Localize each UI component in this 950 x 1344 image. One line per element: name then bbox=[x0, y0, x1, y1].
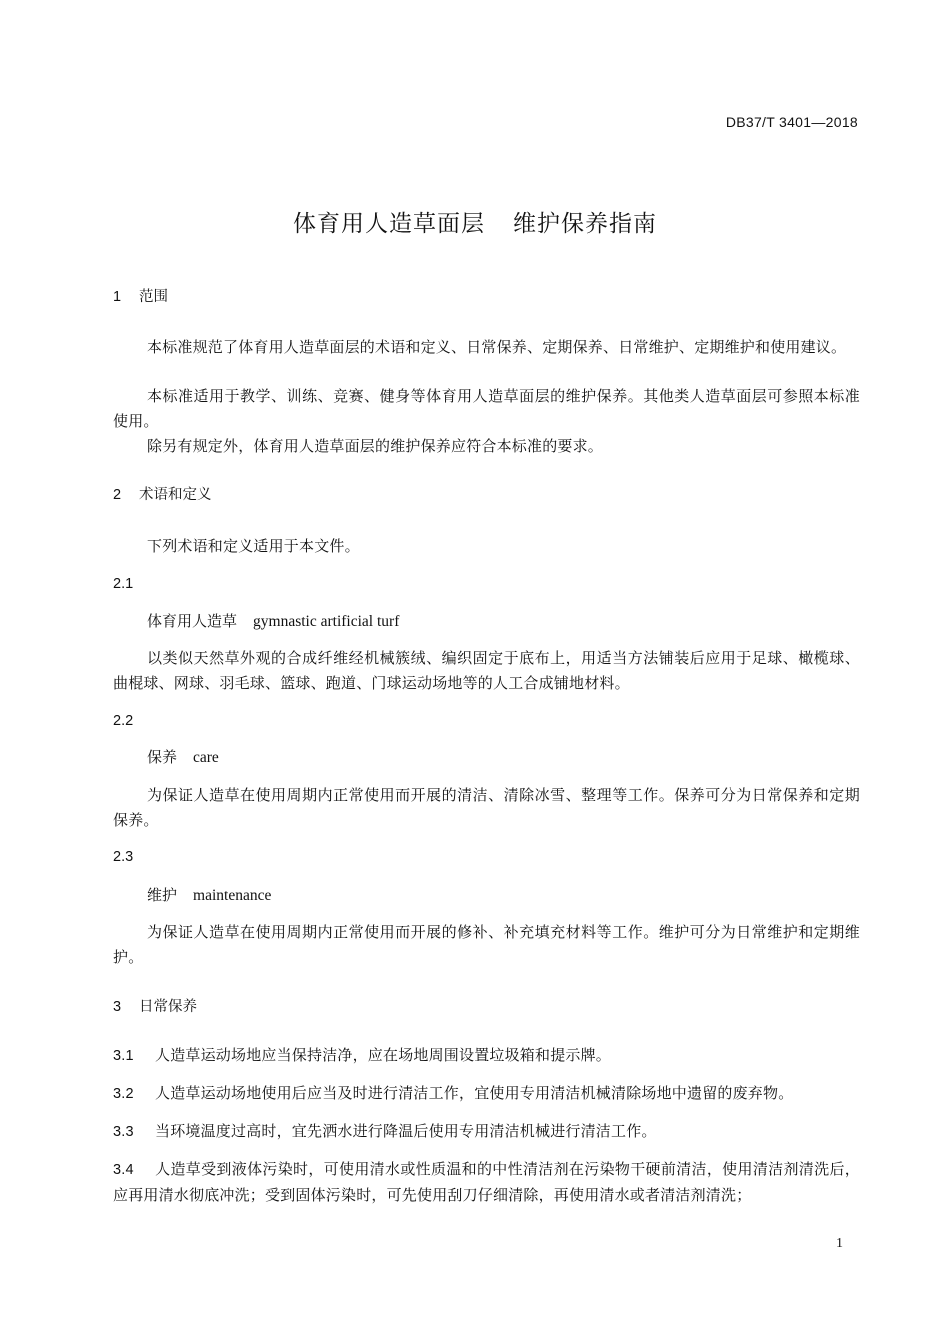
page-number: 1 bbox=[836, 1236, 843, 1251]
clause-text: 当环境温度过高时，宜先洒水进行降温后使用专用清洁机械进行清洁工作。 bbox=[155, 1122, 657, 1140]
clause-item bbox=[113, 1043, 860, 1069]
term-definition: 以类似天然草外观的合成纤维经机械簇绒、编织固定于底布上，用适当方法铺装后应用于足球、橄榄球、曲棍球、网球、羽毛球、篮球、跑道、门球运动场地等的人工合成铺地材料。 bbox=[113, 649, 860, 692]
clause-number: 3.2 bbox=[113, 1086, 134, 1102]
section-3-heading bbox=[113, 996, 860, 1018]
term-english: gymnastic artificial turf bbox=[253, 613, 400, 630]
term-chinese: 保养 bbox=[147, 748, 178, 766]
section-number: 1 bbox=[113, 289, 122, 305]
clause-item bbox=[113, 1081, 860, 1107]
clause-number: 3.3 bbox=[113, 1124, 134, 1140]
section-title: 术语和定义 bbox=[139, 487, 212, 503]
term-english: maintenance bbox=[193, 887, 272, 904]
paragraph: 本标准规范了体育用人造草面层的术语和定义、日常保养、定期保养、日常维护、定期维护和使用建议。 bbox=[147, 338, 847, 356]
term-number: 2.2 bbox=[113, 713, 134, 729]
term-definition: 为保证人造草在使用周期内正常使用而开展的修补、补充填充材料等工作。维护可分为日常维护和定期维护。 bbox=[113, 923, 860, 966]
section-title: 范围 bbox=[139, 289, 168, 305]
paragraph: 下列术语和定义适用于本文件。 bbox=[147, 537, 360, 555]
term-number: 2.1 bbox=[113, 576, 134, 592]
document-id: DB37/T 3401—2018 bbox=[725, 114, 858, 130]
clause-number: 3.4 bbox=[113, 1162, 134, 1178]
term-english: care bbox=[193, 749, 219, 766]
term-entry bbox=[113, 884, 894, 907]
term-entry bbox=[113, 610, 894, 633]
clause-item bbox=[113, 1157, 860, 1208]
paragraph: 本标准适用于教学、训练、竞赛、健身等体育用人造草面层的维护保养。其他类人造草面层可参照本标准使用。 bbox=[113, 387, 860, 430]
clause-text: 人造草受到液体污染时，可使用清水或性质温和的中性清洁剂在污染物干硬前清洁，使用清洁剂清洗后，应再用清水彻底冲洗；受到固体污染时，可先使用刮刀仔细清除，再使用清水或者清洁剂清洗； bbox=[113, 1160, 860, 1204]
clause-text: 人造草运动场地应当保持洁净，应在场地周围设置垃圾箱和提示牌。 bbox=[155, 1046, 612, 1064]
clause-number: 3.1 bbox=[113, 1048, 134, 1064]
term-chinese: 体育用人造草 bbox=[147, 612, 238, 630]
term-definition: 为保证人造草在使用周期内正常使用而开展的清洁、清除冰雪、整理等工作。保养可分为日常保养和定期保养。 bbox=[113, 786, 860, 829]
term-chinese: 维护 bbox=[147, 886, 178, 904]
term-entry bbox=[113, 746, 894, 769]
section-number: 2 bbox=[113, 487, 122, 503]
title-part-2: 维护保养指南 bbox=[513, 211, 657, 237]
section-number: 3 bbox=[113, 999, 122, 1015]
paragraph: 除另有规定外，体育用人造草面层的维护保养应符合本标准的要求。 bbox=[147, 437, 604, 455]
clause-item bbox=[113, 1119, 860, 1145]
term-number: 2.3 bbox=[113, 849, 134, 865]
section-1-heading bbox=[113, 286, 860, 308]
document-title bbox=[0, 205, 950, 238]
clause-text: 人造草运动场地使用后应当及时进行清洁工作，宜使用专用清洁机械清除场地中遗留的废弃物。 bbox=[155, 1084, 794, 1102]
title-part-1: 体育用人造草面层 bbox=[293, 211, 485, 237]
section-2-heading bbox=[113, 484, 860, 506]
section-title: 日常保养 bbox=[139, 999, 197, 1015]
